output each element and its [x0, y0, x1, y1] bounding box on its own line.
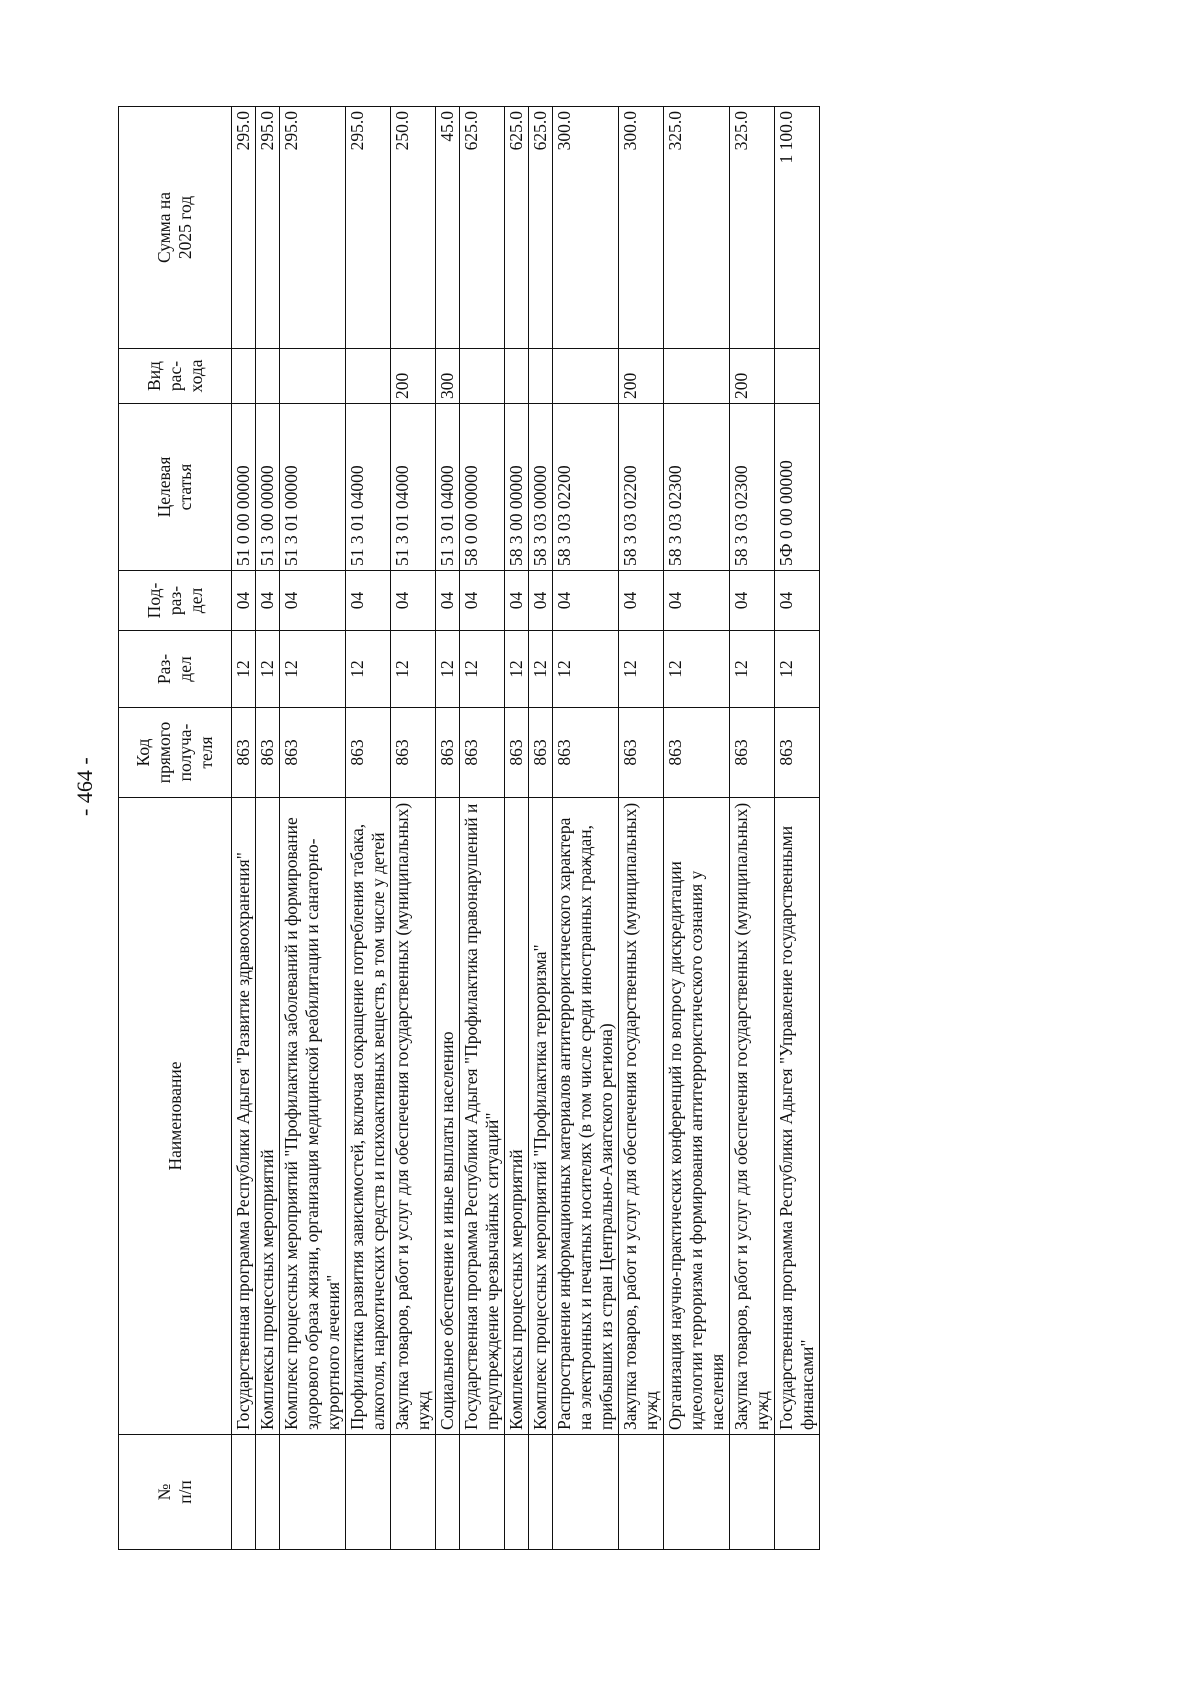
- cell-podrazdel: 04: [505, 571, 529, 631]
- cell-name: Комплексы процессных мероприятий: [505, 798, 529, 1435]
- cell-num: [664, 1435, 730, 1550]
- cell-csr: 58 3 03 02300: [664, 404, 730, 571]
- header-csr: Целевая статья: [119, 404, 232, 571]
- cell-num: [256, 1435, 280, 1550]
- table-row: [730, 107, 775, 1550]
- cell-num: [553, 1435, 619, 1550]
- cell-sum: 300.0: [553, 107, 619, 349]
- cell-code: 863: [391, 708, 436, 798]
- cell-csr: 51 0 00 00000: [232, 404, 256, 571]
- table-row: [391, 107, 436, 1550]
- cell-vr: 200: [730, 349, 775, 404]
- header-name: Наименование: [119, 798, 232, 1435]
- cell-sum: 295.0: [232, 107, 256, 349]
- cell-sum: 625.0: [505, 107, 529, 349]
- cell-num: [529, 1435, 553, 1550]
- header-code: Код прямого получа- теля: [119, 708, 232, 798]
- cell-num: [505, 1435, 529, 1550]
- cell-vr: 200: [391, 349, 436, 404]
- cell-podrazdel: 04: [460, 571, 505, 631]
- cell-vr: [505, 349, 529, 404]
- cell-csr: 58 3 03 02200: [619, 404, 664, 571]
- cell-name: Социальное обеспечение и иные выплаты населению: [436, 798, 460, 1435]
- rotated-page-content: [118, 107, 1048, 1550]
- cell-podrazdel: 04: [436, 571, 460, 631]
- cell-csr: 51 3 00 00000: [256, 404, 280, 571]
- cell-name: Комплекс процессных мероприятий "Профилактика заболеваний и формирование здорового образа жизни, организация медицинской реабилитации и санаторно-курортного лечения": [280, 798, 346, 1435]
- cell-podrazdel: 04: [619, 571, 664, 631]
- cell-vr: [280, 349, 346, 404]
- cell-name: Государственная программа Республики Адыгея "Профилактика правонарушений и предупреждение чрезвычайных ситуаций": [460, 798, 505, 1435]
- header-sum: Сумма на 2025 год: [119, 107, 232, 349]
- cell-csr: 5Ф 0 00 00000: [775, 404, 820, 571]
- cell-num: [619, 1435, 664, 1550]
- table-header-row: [119, 107, 232, 1550]
- budget-table: [118, 106, 820, 1550]
- cell-num: [391, 1435, 436, 1550]
- table-row: [775, 107, 820, 1550]
- cell-podrazdel: 04: [664, 571, 730, 631]
- cell-name: Государственная программа Республики Адыгея "Развитие здравоохранения": [232, 798, 256, 1435]
- cell-sum: 250.0: [391, 107, 436, 349]
- cell-code: 863: [280, 708, 346, 798]
- cell-name: Комплексы процессных мероприятий: [256, 798, 280, 1435]
- page-number: - 464 -: [72, 757, 97, 816]
- cell-vr: [529, 349, 553, 404]
- cell-razdel: 12: [460, 631, 505, 708]
- cell-num: [436, 1435, 460, 1550]
- cell-num: [460, 1435, 505, 1550]
- cell-razdel: 12: [553, 631, 619, 708]
- cell-podrazdel: 04: [730, 571, 775, 631]
- table-row: [280, 107, 346, 1550]
- header-vr: Вид рас- хода: [119, 349, 232, 404]
- cell-sum: 625.0: [529, 107, 553, 349]
- table-row: [619, 107, 664, 1550]
- cell-vr: [256, 349, 280, 404]
- cell-vr: [346, 349, 391, 404]
- cell-sum: 295.0: [256, 107, 280, 349]
- cell-razdel: 12: [664, 631, 730, 708]
- cell-name: Закупка товаров, работ и услуг для обеспечения государственных (муниципальных) нужд: [730, 798, 775, 1435]
- cell-code: 863: [505, 708, 529, 798]
- table-body: [232, 107, 820, 1550]
- cell-csr: 51 3 01 04000: [391, 404, 436, 571]
- cell-podrazdel: 04: [553, 571, 619, 631]
- cell-csr: 51 3 01 00000: [280, 404, 346, 571]
- cell-code: 863: [346, 708, 391, 798]
- cell-vr: [460, 349, 505, 404]
- cell-name: Организация научно-практических конференций по вопросу дискредитации идеологии терроризма и формирования антитеррористического сознания у населения: [664, 798, 730, 1435]
- cell-sum: 295.0: [280, 107, 346, 349]
- cell-csr: 51 3 01 04000: [346, 404, 391, 571]
- cell-num: [775, 1435, 820, 1550]
- cell-csr: 58 0 00 00000: [460, 404, 505, 571]
- cell-code: 863: [619, 708, 664, 798]
- cell-name: Закупка товаров, работ и услуг для обеспечения государственных (муниципальных) нужд: [619, 798, 664, 1435]
- cell-csr: 58 3 03 02300: [730, 404, 775, 571]
- cell-vr: 200: [619, 349, 664, 404]
- cell-podrazdel: 04: [775, 571, 820, 631]
- cell-razdel: 12: [256, 631, 280, 708]
- table-row: [553, 107, 619, 1550]
- table-row: [346, 107, 391, 1550]
- cell-code: 863: [553, 708, 619, 798]
- cell-razdel: 12: [529, 631, 553, 708]
- cell-podrazdel: 04: [280, 571, 346, 631]
- cell-num: [730, 1435, 775, 1550]
- cell-razdel: 12: [505, 631, 529, 708]
- cell-code: 863: [664, 708, 730, 798]
- cell-podrazdel: 04: [391, 571, 436, 631]
- cell-code: 863: [256, 708, 280, 798]
- cell-code: 863: [436, 708, 460, 798]
- cell-razdel: 12: [346, 631, 391, 708]
- cell-razdel: 12: [775, 631, 820, 708]
- cell-vr: [232, 349, 256, 404]
- cell-sum: 1 100.0: [775, 107, 820, 349]
- cell-razdel: 12: [436, 631, 460, 708]
- table-row: [460, 107, 505, 1550]
- header-num: № п/п: [119, 1435, 232, 1550]
- table-row: [505, 107, 529, 1550]
- table-row: [256, 107, 280, 1550]
- cell-sum: 625.0: [460, 107, 505, 349]
- cell-name: Закупка товаров, работ и услуг для обеспечения государственных (муниципальных) нужд: [391, 798, 436, 1435]
- cell-sum: 325.0: [730, 107, 775, 349]
- cell-podrazdel: 04: [232, 571, 256, 631]
- table-row: [529, 107, 553, 1550]
- cell-name: Комплекс процессных мероприятий "Профилактика терроризма": [529, 798, 553, 1435]
- cell-name: Государственная программа Республики Адыгея "Управление государственными финансами": [775, 798, 820, 1435]
- cell-csr: 51 3 01 04000: [436, 404, 460, 571]
- cell-razdel: 12: [391, 631, 436, 708]
- header-podrazdel: Под- раз- дел: [119, 571, 232, 631]
- cell-csr: 58 3 03 00000: [529, 404, 553, 571]
- cell-razdel: 12: [730, 631, 775, 708]
- cell-num: [346, 1435, 391, 1550]
- cell-sum: 300.0: [619, 107, 664, 349]
- table-row: [232, 107, 256, 1550]
- cell-name: Профилактика развития зависимостей, включая сокращение потребления табака, алкоголя, наркотических средств и психоактивных веществ, в том числе у детей: [346, 798, 391, 1435]
- table-row: [664, 107, 730, 1550]
- cell-csr: 58 3 03 02200: [553, 404, 619, 571]
- cell-podrazdel: 04: [256, 571, 280, 631]
- cell-podrazdel: 04: [529, 571, 553, 631]
- cell-sum: 45.0: [436, 107, 460, 349]
- cell-name: Распространение информационных материалов антитеррористического характера на электронных и печатных носителях (в том числе среди иностранных граждан, прибывших из стран Центрально-Азиатского региона): [553, 798, 619, 1435]
- cell-razdel: 12: [619, 631, 664, 708]
- cell-code: 863: [460, 708, 505, 798]
- cell-vr: 300: [436, 349, 460, 404]
- cell-code: 863: [529, 708, 553, 798]
- cell-csr: 58 3 00 00000: [505, 404, 529, 571]
- cell-vr: [775, 349, 820, 404]
- table-row: [436, 107, 460, 1550]
- cell-sum: 295.0: [346, 107, 391, 349]
- cell-sum: 325.0: [664, 107, 730, 349]
- cell-podrazdel: 04: [346, 571, 391, 631]
- cell-code: 863: [775, 708, 820, 798]
- cell-code: 863: [730, 708, 775, 798]
- cell-razdel: 12: [280, 631, 346, 708]
- cell-num: [232, 1435, 256, 1550]
- cell-vr: [553, 349, 619, 404]
- cell-code: 863: [232, 708, 256, 798]
- cell-vr: [664, 349, 730, 404]
- header-razdel: Раз- дел: [119, 631, 232, 708]
- cell-razdel: 12: [232, 631, 256, 708]
- cell-num: [280, 1435, 346, 1550]
